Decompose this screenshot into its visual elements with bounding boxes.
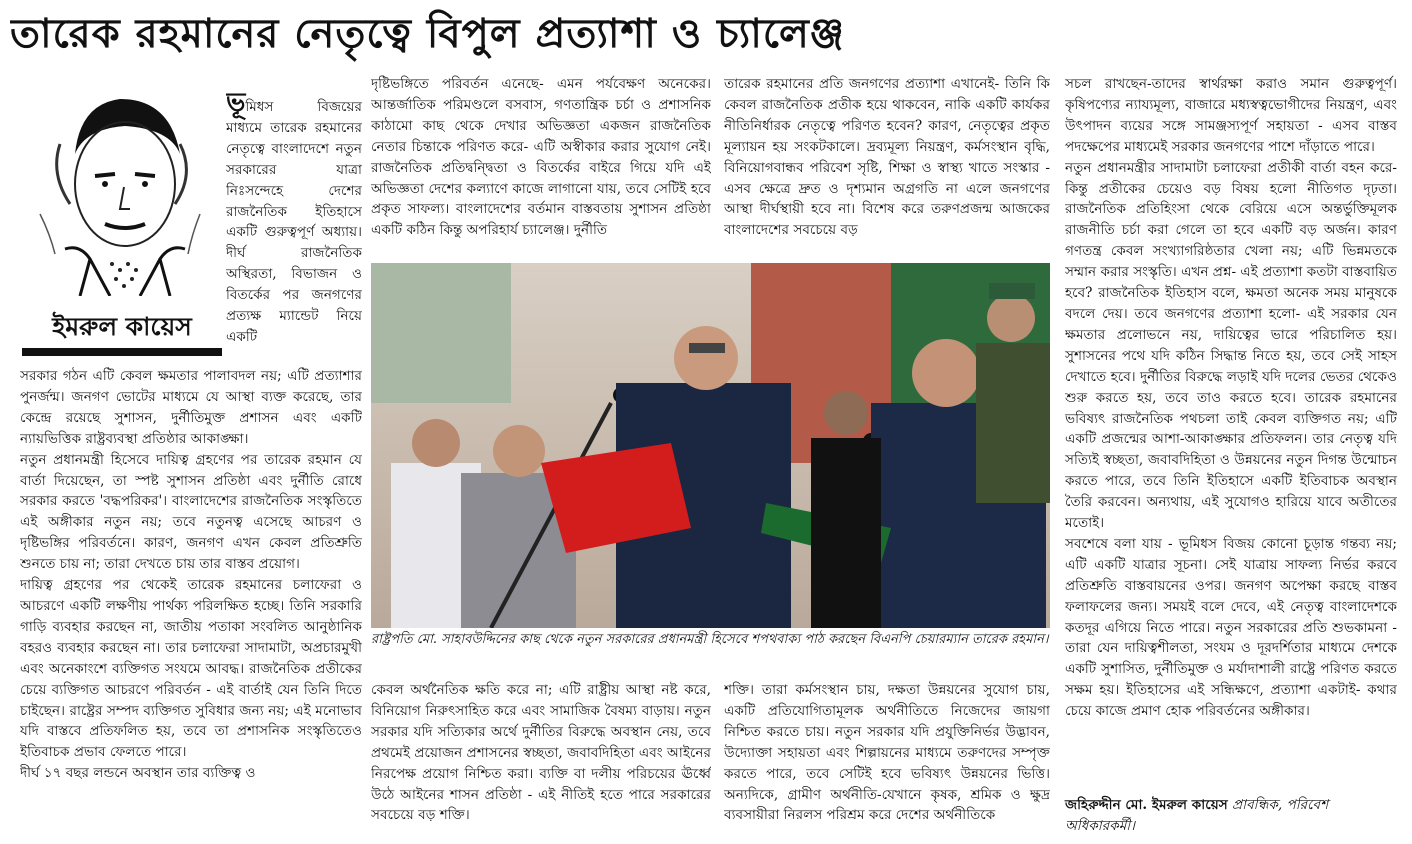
author-portrait-sketch <box>20 84 218 296</box>
column-1-body <box>20 366 362 838</box>
column-3-bottom <box>724 680 1050 840</box>
paragraph: সরকার গঠন এটি কেবল ক্ষমতার পালাবদল নয়; এটি প্রত্যাশার পুনর্জন্ম। জনগণ ভোটের মাধ্যমে যে আস্থা ব্যক্ত করেছে, তার কেন্দ্রে রয়েছে সুশাসন, দুর্নীতিমুক্ত প্রশাসন এবং একটি ন্যায়ভিত্তিক রাষ্ট্রব্যবস্থা প্রতিষ্ঠার আকাঙ্ক্ষা। <box>20 368 362 447</box>
paragraph: শক্তি। তারা কর্মসংস্থান চায়, দক্ষতা উন্নয়নের সুযোগ চায়, একটি প্রতিযোগিতামূলক অর্থনীতিতে নিজেদের জায়গা নিশ্চিত করতে চায়। নতুন সরকার যদি প্রযুক্তিনির্ভর উদ্ভাবন, উদ্যোক্তা সহায়তা এবং শিল্পায়নের মাধ্যমে তরুণদের সম্পৃক্ত করতে পারে, তবে সেটিই হবে ভবিষ্যৎ উন্নয়নের ভিত্তি। অন্যদিকে, গ্রামীণ অর্থনীতি-যেখানে কৃষক, শ্রমিক ও ক্ষুদ্র ব্যবসায়ীরা নিরলস পরিশ্রম করে দেশের অর্থনীতিকে <box>724 682 1050 824</box>
oath-ceremony-photo <box>371 263 1050 628</box>
paragraph: নতুন প্রধানমন্ত্রী হিসেবে দায়িত্ব গ্রহণের পর তারেক রহমান যে বার্তা দিয়েছেন, তা স্পষ্ট সুশাসন প্রতিষ্ঠা এবং দুর্নীতি রোধে সরকার করতে 'বদ্ধপরিকর'। বাংলাদেশের রাজনৈতিক সংস্কৃতিতে এই অঙ্গীকার নতুন নয়; তবে নতুনত্ব এসেছে আচরণ ও দৃষ্টিভঙ্গির পরিবর্তনে। কারণ, জনগণ এখন কেবল প্রতিশ্রুতি শুনতে চায় না; তারা দেখতে চায় তার বাস্তব প্রয়োগ। <box>20 451 362 573</box>
column-1-intro <box>226 93 362 365</box>
column-4 <box>1065 74 1397 784</box>
signature-name: জহিরুদ্দীন মো. ইমরুল কায়েস <box>1065 797 1228 813</box>
paragraph: দৃষ্টিভঙ্গিতে পরিবর্তন এনেছে- এমন পর্যবেক্ষণ অনেকের। আন্তর্জাতিক পরিমণ্ডলে বসবাস, গণতান্ত্রিক চর্চা ও প্রশাসনিক কাঠামো কাছ থেকে দেখার অভিজ্ঞতা একজন রাজনৈতিক নেতার চিন্তাকে পরিণত করে- এটি অস্বীকার করার সুযোগ নেই। রাজনৈতিক প্রতিদ্বন্দ্বিতা ও বিতর্কের বাইরে গিয়ে যদি এই অভিজ্ঞতা দেশের কল্যাণে কাজে লাগানো যায়, তবে সেটিই হবে প্রকৃত সাফল্য। বাংলাদেশের বর্তমান বাস্তবতায় সুশাসন প্রতিষ্ঠা একটি কঠিন কিন্তু অপরিহার্য চ্যালেঞ্জ। দুর্নীতি <box>371 76 711 239</box>
paragraph: দায়িত্ব গ্রহণের পর থেকেই তারেক রহমানের চলাফেরা ও আচরণে একটি লক্ষণীয় পার্থক্য পরিলক্ষিত হচ্ছে। তিনি সরকারি গাড়ি ব্যবহার করছেন না, জাতীয় পতাকা সংবলিত আনুষ্ঠানিক বহরও ব্যবহার করছেন না। তার চলাফেরা সাদামাটা, অপ্রচারমুখী এবং অনেকাংশে ব্যক্তিগত সংযমে আবদ্ধ। রাজনৈতিক প্রতীকের চেয়ে ব্যক্তিগত আচরণে পরিবর্তন - এই বার্তাই যেন তিনি দিতে চাইছেন। রাষ্ট্রের সম্পদ ব্যক্তিগত সুবিধার জন্য নয়; এই মনোভাব যদি বাস্তবে প্রতিফলিত হয়, তবে তা প্রশাসনিক সংস্কৃতিতেও ইতিবাচক প্রভাব ফেলতে পারে। <box>20 577 362 761</box>
headline: তারেক রহমানের নেতৃত্বে বিপুল প্রত্যাশা ও চ্যালেঞ্জ <box>10 11 845 57</box>
byline-underline <box>22 348 222 356</box>
signature-role: প্রাবন্ধিক, পরিবেশ অধিকারকর্মী। <box>1065 797 1329 834</box>
column-2-bottom <box>371 680 711 840</box>
photo-caption: রাষ্ট্রপতি মো. সাহাবউদ্দিনের কাছ থেকে নতুন সরকারের প্রধানমন্ত্রী হিসেবে শপথবাক্য পাঠ করছেন বিএনপি চেয়ারম্যান তারেক রহমান। <box>371 632 1049 647</box>
column-3-top <box>724 74 1050 260</box>
paragraph: কেবল অর্থনৈতিক ক্ষতি করে না; এটি রাষ্ট্রীয় আস্থা নষ্ট করে, বিনিয়োগ নিরুৎসাহিত করে এবং সামাজিক বৈষম্য বাড়ায়। নতুন সরকার যদি সত্যিকার অর্থে দুর্নীতির বিরুদ্ধে অবস্থান নেয়, তবে প্রথমেই প্রয়োজন প্রশাসনের স্বচ্ছতা, জবাবদিহিতা এবং আইনের নিরপেক্ষ প্রয়োগ নিশ্চিত করা। ব্যক্তি বা দলীয় পরিচয়ের ঊর্ধ্বে উঠে আইনের শাসন প্রতিষ্ঠা - এই নীতিই হতে পারে সরকারের সবচেয়ে বড় শক্তি। <box>371 682 711 824</box>
paragraph: নতুন প্রধানমন্ত্রীর সাদামাটা চলাফেরা প্রতীকী বার্তা বহন করে- কিন্তু প্রতীকের চেয়েও বড় বিষয় হলো নীতিগত দৃঢ়তা। রাজনৈতিক প্রতিহিংসা থেকে বেরিয়ে এসে অন্তর্ভুক্তিমূলক রাজনীতি চর্চা করা গেলে তা হবে একটি বড় অর্জন। কারণ গণতন্ত্র কেবল সংখ্যাগরিষ্ঠতার খেলা নয়; এটি ভিন্নমতকে সম্মান করার সংস্কৃতি। এখন প্রশ্ন- এই প্রত্যাশা কতটা বাস্তবায়িত হবে? রাজনৈতিক ইতিহাস বলে, ক্ষমতা অনেক সময় মানুষকে বদলে দেয়। তবে জনগণের প্রত্যাশা হলো- এই সরকার যেন ক্ষমতার প্রলোভনে নয়, দায়িত্বের ভারে পরিচালিত হয়। সুশাসনের পথে যদি কঠিন সিদ্ধান্ত নিতে হয়, তবে সেই সাহস দেখাতে হবে। দুর্নীতির বিরুদ্ধে লড়াই যদি দলের ভেতর থেকেও শুরু করতে হয়, তবে তাও করতে হবে। তারেক রহমানের ভবিষ্যৎ রাজনৈতিক পথচলা তাই কেবল ব্যক্তিগত নয়; এটি একটি প্রজন্মের আশা-আকাঙ্ক্ষার প্রতিফলন। তার নেতৃত্ব যদি সত্যিই স্বচ্ছতা, জবাবদিহিতা ও উন্নয়নের নতুন দিগন্ত উন্মোচন করতে পারে, তবে তিনি ইতিহাসে একটি ইতিবাচক অবস্থান তৈরি করবেন। অন্যথায়, এই সুযোগও হারিয়ে যাবে অতীতের মতোই। <box>1065 159 1397 532</box>
paragraph: দীর্ঘ ১৭ বছর লন্ডনে অবস্থান তার ব্যক্তিত্ব ও <box>20 765 256 782</box>
author-signature <box>1065 795 1397 839</box>
drop-cap: ভূ <box>226 93 246 118</box>
intro-text: মিধস বিজয়ের মাধ্যমে তারেক রহমানের নেতৃত্বে বাংলাদেশে নতুন সরকারের যাত্রা নিঃসন্দেহে দেশের রাজনৈতিক ইতিহাসে একটি গুরুত্বপূর্ণ অধ্যায়। দীর্ঘ রাজনৈতিক অস্থিরতা, বিভাজন ও বিতর্কের পর জনগণের প্রত্যক্ষ ম্যান্ডেট নিয়ে একটি <box>226 99 362 345</box>
paragraph: সবশেষে বলা যায় - ভূমিধস বিজয় কোনো চূড়ান্ত গন্তব্য নয়; এটি একটি যাত্রার সূচনা। সেই যাত্রায় সাফল্য নির্ভর করবে প্রতিশ্রুতি বাস্তবায়নের ওপর। জনগণ অপেক্ষা করছে বাস্তব ফলাফলের জন্য। সময়ই বলে দেবে, এই নেতৃত্ব বাংলাদেশকে কতদূর এগিয়ে নিতে পারে। নতুন সরকারের প্রতি শুভকামনা - তারা যেন দায়িত্বশীলতা, সংযম ও দূরদর্শিতার মাধ্যমে দেশকে একটি সুশাসিত, দুর্নীতিমুক্ত ও মর্যাদাশালী রাষ্ট্রে পরিণত করতে সক্ষম হয়। ইতিহাসের এই সন্ধিক্ষণে, প্রত্যাশা একটাই- কথার চেয়ে কাজে প্রমাণ হোক পরিবর্তনের অঙ্গীকার। <box>1065 535 1397 720</box>
author-byline: ইমরুল কায়েস <box>52 312 192 341</box>
column-2-top <box>371 74 711 260</box>
paragraph: সচল রাখছেন-তাদের স্বার্থরক্ষা করাও সমান গুরুত্বপূর্ণ। কৃষিপণ্যের ন্যায্যমূল্য, বাজারে মধ্যস্বত্বভোগীদের নিয়ন্ত্রণ, এবং উৎপাদন ব্যয়ের সঙ্গে সামঞ্জস্যপূর্ণ সহায়তা - এসব বাস্তব পদক্ষেপের মাধ্যমেই সরকার জনগণের পাশে দাঁড়াতে পারে। <box>1065 76 1397 155</box>
paragraph: তারেক রহমানের প্রতি জনগণের প্রত্যাশা এখানেই- তিনি কি কেবল রাজনৈতিক প্রতীক হয়ে থাকবেন, নাকি একটি কার্যকর নীতিনির্ধারক নেতৃত্বে পরিণত হবেন? কারণ, নেতৃত্বের প্রকৃত মূল্যায়ন হয় সংকটকালে। দ্রব্যমূল্য নিয়ন্ত্রণ, কর্মসংস্থান বৃদ্ধি, বিনিয়োগবান্ধব পরিবেশ সৃষ্টি, শিক্ষা ও স্বাস্থ্য খাতে সংস্কার - এসব ক্ষেত্রে দ্রুত ও দৃশ্যমান অগ্রগতি না এলে জনগণের আস্থা দীর্ঘস্থায়ী হবে না। বিশেষ করে তরুণপ্রজন্ম আজকের বাংলাদেশের সবচেয়ে বড় <box>724 76 1050 239</box>
